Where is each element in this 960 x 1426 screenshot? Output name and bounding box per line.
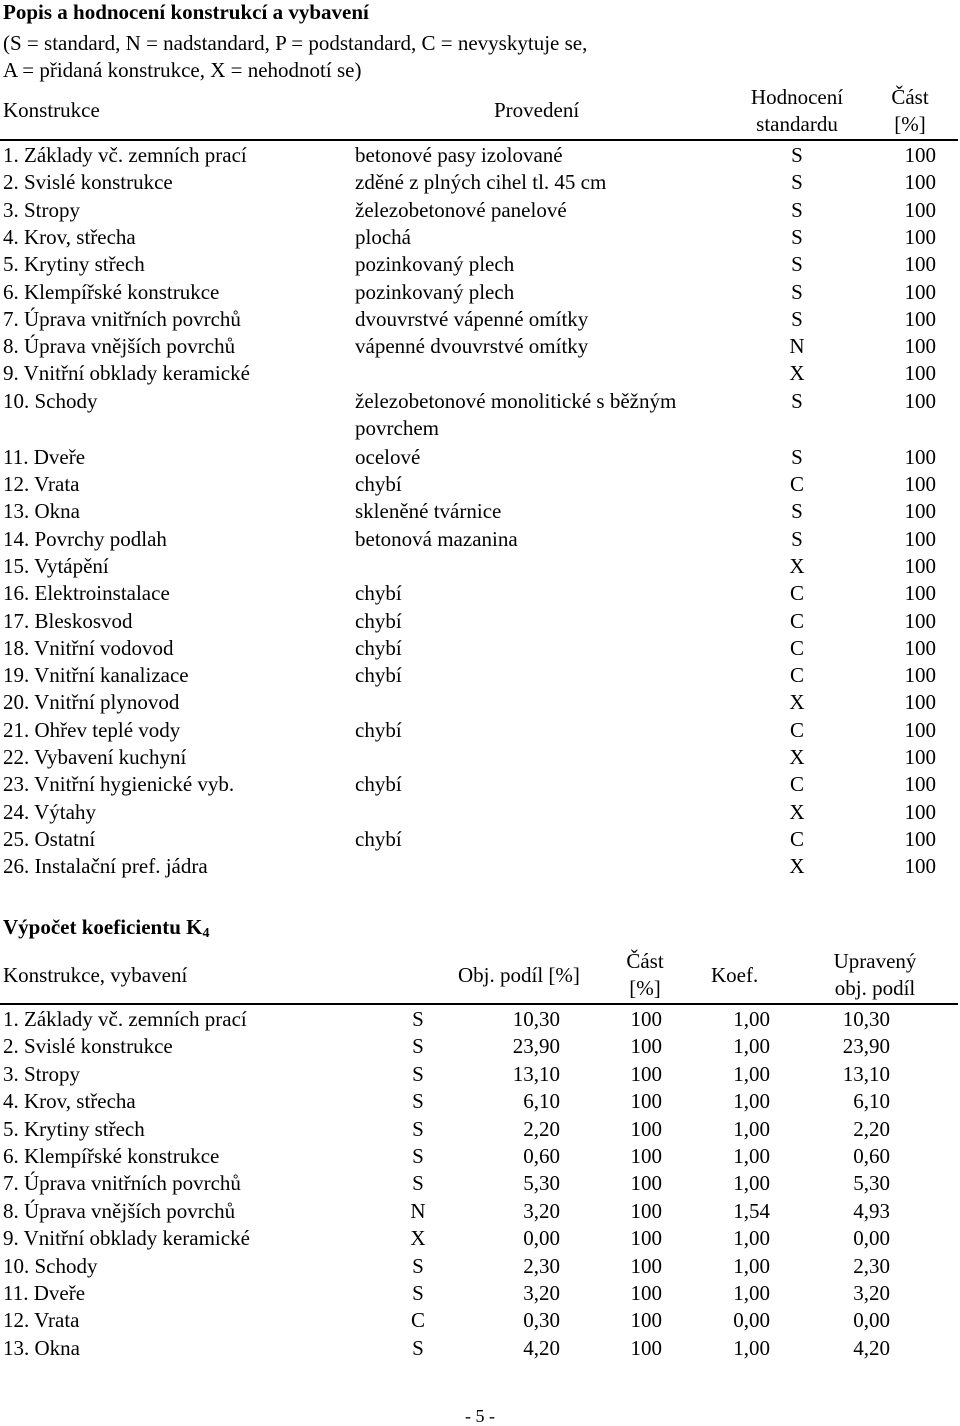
row2-upraveny: 0,60 [853,1144,890,1168]
row-cast: 100 [904,827,936,851]
row-cast: 100 [904,198,936,222]
row2-konstrukce: 10. Schody [3,1254,98,1278]
row-hodnoceni: C [789,581,804,605]
row-konstrukce: 12. Vrata [3,472,80,496]
row-hodnoceni: C [789,609,804,633]
legend-line-1: (S = standard, N = nadstandard, P = podstandard, C = nevyskytuje se, [3,31,588,55]
row-hodnoceni: X [789,361,805,385]
row2-standard: N [410,1199,426,1223]
header-provedeni: Provedení [494,98,580,122]
row-provedeni: pozinkovaný plech [355,252,515,276]
row2-standard: S [412,1117,424,1141]
row-cast: 100 [904,389,936,413]
row-provedeni: chybí [355,609,402,633]
row2-koef: 1,00 [733,1254,770,1278]
row-provedeni: chybí [355,718,402,742]
header-cast-2: [%] [894,112,926,136]
row2-cast: 100 [630,1089,662,1113]
row-hodnoceni: X [789,690,805,714]
row2-koef: 1,54 [733,1199,770,1223]
row2-konstrukce: 13. Okna [3,1336,80,1360]
row2-cast: 100 [630,1007,662,1031]
row2-konstrukce: 8. Úprava vnějších povrchů [3,1199,236,1223]
row-cast: 100 [904,143,936,167]
row2-obj-podil: 0,60 [523,1144,560,1168]
row-konstrukce: 6. Klempířské konstrukce [3,280,220,304]
row2-obj-podil: 4,20 [523,1336,560,1360]
row-provedeni: chybí [355,472,402,496]
row-cast: 100 [904,554,936,578]
row-cast: 100 [904,854,936,878]
row2-konstrukce: 7. Úprava vnitřních povrchů [3,1171,241,1195]
row-konstrukce: 24. Výtahy [3,800,96,824]
row2-cast: 100 [630,1336,662,1360]
row2-koef: 1,00 [733,1144,770,1168]
row-cast: 100 [904,499,936,523]
header2-konstrukce: Konstrukce, vybavení [3,963,188,987]
row2-upraveny: 3,20 [853,1281,890,1305]
row2-upraveny: 0,00 [853,1226,890,1250]
header2-koef: Koef. [711,963,759,987]
row-konstrukce: 23. Vnitřní hygienické vyb. [3,772,235,796]
row2-konstrukce: 12. Vrata [3,1308,80,1332]
section2-title-subscript: 4 [202,926,210,941]
row-cast: 100 [904,252,936,276]
row-provedeni: vápenné dvouvrstvé omítky [355,334,589,358]
row-hodnoceni: S [791,527,803,551]
row2-cast: 100 [630,1281,662,1305]
row-provedeni: chybí [355,581,402,605]
header2-cast-2: [%] [629,976,661,1000]
row2-upraveny: 10,30 [842,1007,890,1031]
header2-upraveny-2: obj. podíl [834,976,916,1000]
row-hodnoceni: X [789,554,805,578]
row-hodnoceni: S [791,170,803,194]
row2-obj-podil: 5,30 [523,1171,560,1195]
row2-cast: 100 [630,1034,662,1058]
row-konstrukce: 13. Okna [3,499,80,523]
row-cast: 100 [904,800,936,824]
row-provedeni: ocelové [355,445,421,469]
row2-konstrukce: 1. Základy vč. zemních prací [3,1007,247,1031]
row2-obj-podil: 23,90 [512,1034,560,1058]
row-konstrukce: 26. Instalační pref. jádra [3,854,208,878]
row2-konstrukce: 6. Klempířské konstrukce [3,1144,220,1168]
row-konstrukce: 17. Bleskosvod [3,609,133,633]
header-cast-1: Část [891,85,929,109]
row2-cast: 100 [630,1117,662,1141]
row-hodnoceni: X [789,800,805,824]
row2-cast: 100 [630,1308,662,1332]
row-konstrukce: 14. Povrchy podlah [3,527,167,551]
row2-obj-podil: 2,30 [523,1254,560,1278]
row-provedeni: zděné z plných cihel tl. 45 cm [355,170,607,194]
row2-konstrukce: 2. Svislé konstrukce [3,1034,173,1058]
row-provedeni-continued: povrchem [355,416,439,440]
row-konstrukce: 15. Vytápění [3,554,109,578]
row-konstrukce: 2. Svislé konstrukce [3,170,173,194]
row2-standard: S [412,1034,424,1058]
row2-obj-podil: 0,00 [523,1226,560,1250]
row-cast: 100 [904,690,936,714]
row-cast: 100 [904,472,936,496]
row-konstrukce: 19. Vnitřní kanalizace [3,663,189,687]
row-provedeni: železobetonové panelové [355,198,567,222]
row2-obj-podil: 3,20 [523,1281,560,1305]
row-hodnoceni: S [791,198,803,222]
header2-upraveny-1: Upravený [833,949,917,973]
section1-title: Popis a hodnocení konstrukcí a vybavení [3,0,369,24]
row2-koef: 1,00 [733,1171,770,1195]
row-cast: 100 [904,280,936,304]
row2-koef: 1,00 [733,1281,770,1305]
row2-upraveny: 13,10 [842,1062,890,1086]
row2-upraveny: 2,20 [853,1117,890,1141]
row-hodnoceni: C [789,636,804,660]
row-hodnoceni: X [789,745,805,769]
row-konstrukce: 18. Vnitřní vodovod [3,636,174,660]
row-hodnoceni: S [791,499,803,523]
row-hodnoceni: S [791,143,803,167]
row2-konstrukce: 3. Stropy [3,1062,81,1086]
row-cast: 100 [904,636,936,660]
row-cast: 100 [904,718,936,742]
row2-koef: 1,00 [733,1226,770,1250]
row-hodnoceni: C [789,718,804,742]
row2-koef: 1,00 [733,1117,770,1141]
row-hodnoceni: S [791,225,803,249]
row-konstrukce: 10. Schody [3,389,98,413]
section2-title-text: Výpočet koeficientu K [3,915,203,939]
row2-standard: S [412,1007,424,1031]
row2-koef: 1,00 [733,1089,770,1113]
row-provedeni: betonové pasy izolované [355,143,563,167]
page-number: - 5 - [465,1406,495,1426]
row-hodnoceni: S [791,389,803,413]
section1-header-rule [0,139,958,141]
row-konstrukce: 16. Elektroinstalace [3,581,170,605]
row2-cast: 100 [630,1226,662,1250]
header2-cast-1: Část [626,949,664,973]
row2-standard: S [412,1062,424,1086]
row-hodnoceni: C [789,827,804,851]
row2-standard: S [412,1336,424,1360]
row2-koef: 1,00 [733,1062,770,1086]
row2-upraveny: 2,30 [853,1254,890,1278]
row-provedeni: pozinkovaný plech [355,280,515,304]
row2-standard: S [412,1281,424,1305]
row-konstrukce: 8. Úprava vnějších povrchů [3,334,236,358]
row-hodnoceni: S [791,445,803,469]
row-konstrukce: 20. Vnitřní plynovod [3,690,180,714]
row2-standard: S [412,1171,424,1195]
row2-koef: 1,00 [733,1336,770,1360]
row-hodnoceni: C [789,472,804,496]
row2-cast: 100 [630,1171,662,1195]
row2-konstrukce: 9. Vnitřní obklady keramické [3,1226,250,1250]
row2-obj-podil: 2,20 [523,1117,560,1141]
row2-koef: 1,00 [733,1007,770,1031]
row-cast: 100 [904,170,936,194]
row-cast: 100 [904,745,936,769]
row2-upraveny: 4,20 [853,1336,890,1360]
row-konstrukce: 1. Základy vč. zemních prací [3,143,247,167]
row-konstrukce: 21. Ohřev teplé vody [3,718,181,742]
row-konstrukce: 25. Ostatní [3,827,96,851]
row-provedeni: skleněné tvárnice [355,499,502,523]
row2-obj-podil: 3,20 [523,1199,560,1223]
row2-koef: 0,00 [733,1308,770,1332]
row-hodnoceni: X [789,854,805,878]
row2-cast: 100 [630,1062,662,1086]
row-cast: 100 [904,527,936,551]
row2-standard: S [412,1254,424,1278]
row2-standard: X [410,1226,426,1250]
row-provedeni: chybí [355,827,402,851]
row-provedeni: chybí [355,636,402,660]
row-provedeni: chybí [355,772,402,796]
row-cast: 100 [904,445,936,469]
row-cast: 100 [904,609,936,633]
row-konstrukce: 11. Dveře [3,445,86,469]
row-cast: 100 [904,772,936,796]
section2-title [3,915,210,941]
row-provedeni: betonová mazanina [355,527,518,551]
header2-obj-podil: Obj. podíl [%] [458,963,580,987]
row-konstrukce: 3. Stropy [3,198,81,222]
row-provedeni: dvouvrstvé vápenné omítky [355,307,589,331]
row2-standard: C [410,1308,425,1332]
row2-konstrukce: 5. Krytiny střech [3,1117,145,1141]
row2-koef: 1,00 [733,1034,770,1058]
header-hodnoceni-1: Hodnocení [750,85,844,109]
row-konstrukce: 4. Krov, střecha [3,225,136,249]
row-cast: 100 [904,307,936,331]
row-konstrukce: 5. Krytiny střech [3,252,145,276]
row-hodnoceni: C [789,663,804,687]
row-hodnoceni: N [789,334,805,358]
header-hodnoceni-2: standardu [756,112,838,136]
row2-upraveny: 6,10 [853,1089,890,1113]
row-cast: 100 [904,663,936,687]
row2-upraveny: 4,93 [853,1199,890,1223]
row2-cast: 100 [630,1144,662,1168]
row-provedeni: plochá [355,225,411,249]
row2-obj-podil: 10,30 [512,1007,560,1031]
legend-line-2: A = přidaná konstrukce, X = nehodnotí se) [3,58,362,82]
row-hodnoceni: S [791,252,803,276]
row2-upraveny: 5,30 [853,1171,890,1195]
row-hodnoceni: S [791,307,803,331]
row-cast: 100 [904,581,936,605]
row-konstrukce: 22. Vybavení kuchyní [3,745,187,769]
row2-cast: 100 [630,1254,662,1278]
row-cast: 100 [904,361,936,385]
row2-cast: 100 [630,1199,662,1223]
row2-upraveny: 0,00 [853,1308,890,1332]
row2-standard: S [412,1144,424,1168]
row-provedeni: chybí [355,663,402,687]
row-cast: 100 [904,334,936,358]
row2-konstrukce: 4. Krov, střecha [3,1089,136,1113]
row2-obj-podil: 13,10 [512,1062,560,1086]
row2-obj-podil: 6,10 [523,1089,560,1113]
row-cast: 100 [904,225,936,249]
section2-header-rule [0,1003,958,1005]
row-konstrukce: 9. Vnitřní obklady keramické [3,361,250,385]
row-konstrukce: 7. Úprava vnitřních povrchů [3,307,241,331]
row2-konstrukce: 11. Dveře [3,1281,86,1305]
row2-standard: S [412,1089,424,1113]
row-provedeni: železobetonové monolitické s běžným [355,389,677,413]
row-hodnoceni: C [789,772,804,796]
header-konstrukce: Konstrukce [3,98,100,122]
row2-obj-podil: 0,30 [523,1308,560,1332]
row2-upraveny: 23,90 [842,1034,890,1058]
row-hodnoceni: S [791,280,803,304]
